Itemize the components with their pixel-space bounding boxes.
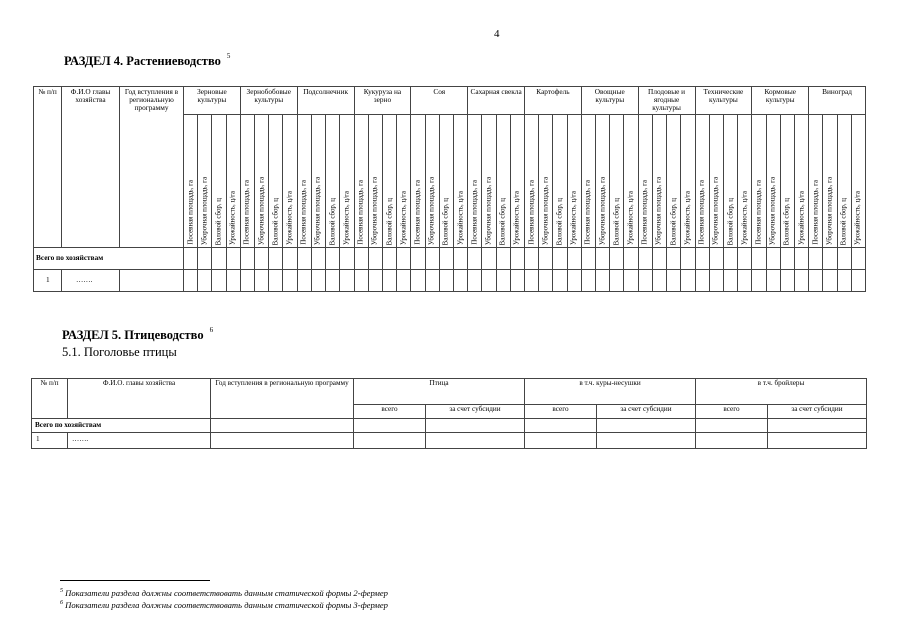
header-sub-label: Уборочная площадь, га bbox=[371, 176, 379, 245]
cell[interactable] bbox=[297, 270, 311, 292]
cell[interactable] bbox=[453, 248, 467, 270]
cell[interactable] bbox=[510, 270, 524, 292]
header-sub bbox=[297, 115, 311, 248]
row-num: 1 bbox=[34, 270, 62, 292]
footnote-separator bbox=[60, 580, 210, 581]
cell[interactable] bbox=[837, 270, 851, 292]
cell[interactable] bbox=[525, 419, 597, 433]
cell[interactable] bbox=[425, 248, 439, 270]
header-sub bbox=[212, 115, 226, 248]
section4-footnote-ref: 5 bbox=[226, 52, 231, 60]
cell[interactable] bbox=[553, 248, 567, 270]
footnote-5-num: 5 bbox=[60, 588, 63, 595]
total-label: Всего по хозяйствам bbox=[34, 248, 184, 270]
cell[interactable] bbox=[597, 433, 696, 449]
cell[interactable] bbox=[439, 248, 453, 270]
header-sub-label: Урожайность, ц/га bbox=[627, 191, 635, 245]
header-sub-label: Урожайность, ц/га bbox=[457, 191, 465, 245]
header-sub bbox=[596, 115, 610, 248]
cell[interactable] bbox=[482, 248, 496, 270]
cell[interactable] bbox=[638, 248, 652, 270]
header-sub bbox=[809, 115, 823, 248]
header-group: Технические культуры bbox=[695, 87, 752, 115]
cell[interactable] bbox=[766, 248, 780, 270]
cell[interactable] bbox=[809, 270, 823, 292]
header-sub bbox=[510, 115, 524, 248]
cell[interactable] bbox=[667, 248, 681, 270]
cell[interactable] bbox=[567, 248, 581, 270]
cell[interactable] bbox=[226, 270, 240, 292]
cell[interactable] bbox=[738, 248, 752, 270]
header-sub bbox=[766, 115, 780, 248]
header-group: Зернобобовые культуры bbox=[240, 87, 297, 115]
cell[interactable] bbox=[368, 248, 382, 270]
cell[interactable] bbox=[453, 270, 467, 292]
cell[interactable] bbox=[468, 248, 482, 270]
cell[interactable] bbox=[382, 270, 396, 292]
row-name: ……. bbox=[68, 433, 211, 449]
header-sub-label: Посевная площадь, га bbox=[641, 180, 649, 245]
cell[interactable] bbox=[752, 270, 766, 292]
cell[interactable] bbox=[269, 270, 283, 292]
header-num: № п/п bbox=[32, 379, 68, 419]
header-sub bbox=[638, 115, 652, 248]
footnote-6 bbox=[60, 600, 388, 610]
cell[interactable] bbox=[581, 270, 595, 292]
cell[interactable] bbox=[681, 248, 695, 270]
header-sub-label: Урожайность, ц/га bbox=[229, 191, 237, 245]
header-sub bbox=[439, 115, 453, 248]
cell[interactable] bbox=[426, 419, 525, 433]
header-sub-label: Посевная площадь, га bbox=[300, 180, 308, 245]
cell[interactable] bbox=[397, 248, 411, 270]
sub-total-layers: всего bbox=[525, 405, 597, 419]
cell[interactable] bbox=[780, 270, 794, 292]
cell[interactable] bbox=[212, 248, 226, 270]
cell[interactable] bbox=[198, 270, 212, 292]
header-group: Соя bbox=[411, 87, 468, 115]
header-sub-label: Валовой сбор, ц bbox=[783, 197, 791, 245]
header-sub bbox=[482, 115, 496, 248]
header-sub-label: Посевная площадь, га bbox=[755, 180, 763, 245]
cell[interactable] bbox=[368, 270, 382, 292]
header-group: Кукуруза на зерно bbox=[354, 87, 411, 115]
header-sub-label: Урожайность, ц/га bbox=[400, 191, 408, 245]
header-sub-label: Уборочная площадь, га bbox=[201, 176, 209, 245]
header-sub-label: Посевная площадь, га bbox=[187, 180, 195, 245]
header-sub bbox=[553, 115, 567, 248]
header-sub bbox=[681, 115, 695, 248]
cell[interactable] bbox=[652, 270, 666, 292]
cell[interactable] bbox=[326, 248, 340, 270]
cell[interactable] bbox=[851, 248, 865, 270]
sub-subsidy-layers: за счет субсидии bbox=[597, 405, 696, 419]
total-label: Всего по хозяйствам bbox=[32, 419, 211, 433]
header-sub-label: Уборочная площадь, га bbox=[542, 176, 550, 245]
header-num: № п/п bbox=[34, 87, 62, 248]
header-sub-label: Уборочная площадь, га bbox=[769, 176, 777, 245]
cell[interactable] bbox=[354, 248, 368, 270]
header-sub bbox=[525, 115, 539, 248]
sub-subsidy-broilers: за счет субсидии bbox=[768, 405, 867, 419]
cell[interactable] bbox=[354, 270, 368, 292]
header-sub-label: Посевная площадь, га bbox=[812, 180, 820, 245]
cell[interactable] bbox=[695, 248, 709, 270]
header-sub bbox=[610, 115, 624, 248]
cell[interactable] bbox=[382, 248, 396, 270]
cell[interactable] bbox=[696, 433, 768, 449]
cell[interactable] bbox=[581, 248, 595, 270]
header-sub bbox=[453, 115, 467, 248]
cell[interactable] bbox=[597, 419, 696, 433]
cell[interactable] bbox=[851, 270, 865, 292]
header-sub-label: Урожайность, ц/га bbox=[286, 191, 294, 245]
cell[interactable] bbox=[794, 270, 808, 292]
footnote-6-num: 6 bbox=[60, 600, 63, 607]
cell[interactable] bbox=[553, 270, 567, 292]
cell[interactable] bbox=[496, 270, 510, 292]
cell[interactable] bbox=[610, 248, 624, 270]
header-sub-label: Посевная площадь, га bbox=[243, 180, 251, 245]
cell[interactable] bbox=[696, 419, 768, 433]
header-sub bbox=[780, 115, 794, 248]
row-num: 1 bbox=[32, 433, 68, 449]
header-sub bbox=[311, 115, 325, 248]
cell[interactable] bbox=[198, 248, 212, 270]
header-sub-label: Валовой сбор, ц bbox=[386, 197, 394, 245]
cell[interactable] bbox=[468, 270, 482, 292]
header-sub-label: Валовой сбор, ц bbox=[442, 197, 450, 245]
header-sub bbox=[354, 115, 368, 248]
cell[interactable] bbox=[652, 248, 666, 270]
header-sub-label: Урожайность, ц/га bbox=[513, 191, 521, 245]
header-sub-label: Посевная площадь, га bbox=[528, 180, 536, 245]
cell[interactable] bbox=[768, 433, 867, 449]
cell[interactable] bbox=[837, 248, 851, 270]
header-group: Плодовые и ягодные культуры bbox=[638, 87, 695, 115]
header-sub bbox=[226, 115, 240, 248]
poultry-table bbox=[31, 378, 867, 449]
cell[interactable] bbox=[709, 270, 723, 292]
header-sub bbox=[340, 115, 354, 248]
cell[interactable] bbox=[439, 270, 453, 292]
header-sub-label: Валовой сбор, ц bbox=[670, 197, 678, 245]
header-group: Сахарная свекла bbox=[468, 87, 525, 115]
header-year: Год вступления в региональную программу bbox=[120, 87, 184, 248]
header-sub bbox=[269, 115, 283, 248]
cell[interactable] bbox=[411, 248, 425, 270]
header-sub bbox=[184, 115, 198, 248]
row-name: ……. bbox=[62, 270, 120, 292]
page-number: 4 bbox=[494, 28, 500, 40]
cell[interactable] bbox=[354, 419, 426, 433]
cell[interactable] bbox=[411, 270, 425, 292]
cell[interactable] bbox=[255, 270, 269, 292]
cell[interactable] bbox=[794, 248, 808, 270]
header-sub-label: Посевная площадь, га bbox=[357, 180, 365, 245]
cell[interactable] bbox=[311, 270, 325, 292]
header-sub bbox=[368, 115, 382, 248]
cell[interactable] bbox=[596, 270, 610, 292]
cell[interactable] bbox=[681, 270, 695, 292]
cell[interactable] bbox=[283, 270, 297, 292]
header-year: Год вступления в региональную программу bbox=[211, 379, 354, 419]
footnote-6-text: Показатели раздела должны соответствовать данным статической формы 3-фермер bbox=[65, 600, 388, 610]
cell[interactable] bbox=[766, 270, 780, 292]
header-sub-label: Уборочная площадь, га bbox=[428, 176, 436, 245]
header-sub-label: Посевная площадь, га bbox=[471, 180, 479, 245]
cell[interactable] bbox=[496, 248, 510, 270]
header-sub bbox=[695, 115, 709, 248]
header-group: Кормовые культуры bbox=[752, 87, 809, 115]
cell[interactable] bbox=[823, 248, 837, 270]
header-sub-label: Урожайность, ц/га bbox=[741, 191, 749, 245]
cell[interactable] bbox=[510, 248, 524, 270]
header-sub bbox=[709, 115, 723, 248]
header-sub-label: Валовой сбор, ц bbox=[840, 197, 848, 245]
header-sub-label: Уборочная площадь, га bbox=[314, 176, 322, 245]
header-group: Картофель bbox=[525, 87, 582, 115]
header-sub-label: Урожайность, ц/га bbox=[798, 191, 806, 245]
cell[interactable] bbox=[240, 270, 254, 292]
cell[interactable] bbox=[340, 248, 354, 270]
header-sub bbox=[723, 115, 737, 248]
header-sub-label: Уборочная площадь, га bbox=[485, 176, 493, 245]
cell[interactable] bbox=[354, 433, 426, 449]
header-sub bbox=[794, 115, 808, 248]
cell[interactable] bbox=[212, 270, 226, 292]
header-group-birds: Птица bbox=[354, 379, 525, 405]
header-sub-label: Урожайность, ц/га bbox=[854, 191, 862, 245]
header-group: Виноград bbox=[809, 87, 866, 115]
footnote-5-text: Показатели раздела должны соответствовать данным статической формы 2-фермер bbox=[65, 588, 388, 598]
header-group: Овощные культуры bbox=[581, 87, 638, 115]
header-sub-label: Уборочная площадь, га bbox=[599, 176, 607, 245]
header-sub-label: Валовой сбор, ц bbox=[727, 197, 734, 245]
header-sub-label: Валовой сбор, ц bbox=[329, 197, 337, 245]
cell[interactable] bbox=[638, 270, 652, 292]
header-sub bbox=[496, 115, 510, 248]
header-sub-label: Посевная площадь, га bbox=[698, 180, 706, 245]
cell[interactable] bbox=[283, 248, 297, 270]
sub-subsidy-birds: за счет субсидии bbox=[426, 405, 525, 419]
header-sub-label: Уборочная площадь, га bbox=[258, 176, 266, 245]
cell[interactable] bbox=[397, 270, 411, 292]
header-group: Подсолнечник bbox=[297, 87, 354, 115]
cell[interactable] bbox=[610, 270, 624, 292]
header-sub bbox=[823, 115, 837, 248]
header-name: Ф.И.О главы хозяйства bbox=[62, 87, 120, 248]
header-sub bbox=[425, 115, 439, 248]
section4-title-text: РАЗДЕЛ 4. Растениеводство bbox=[64, 54, 221, 68]
cell[interactable] bbox=[809, 248, 823, 270]
header-sub bbox=[326, 115, 340, 248]
header-group: Зерновые культуры bbox=[184, 87, 241, 115]
cell[interactable] bbox=[780, 248, 794, 270]
header-sub-label: Урожайность, ц/га bbox=[570, 191, 578, 245]
header-sub-label: Валовой сбор, ц bbox=[556, 197, 564, 245]
header-sub bbox=[752, 115, 766, 248]
header-sub bbox=[851, 115, 865, 248]
header-sub bbox=[255, 115, 269, 248]
header-sub bbox=[837, 115, 851, 248]
header-sub bbox=[411, 115, 425, 248]
cell[interactable] bbox=[624, 270, 638, 292]
cell[interactable] bbox=[823, 270, 837, 292]
header-sub bbox=[468, 115, 482, 248]
cell[interactable] bbox=[723, 248, 737, 270]
section5-title-text: РАЗДЕЛ 5. Птицеводство bbox=[62, 328, 204, 342]
cell[interactable] bbox=[695, 270, 709, 292]
section5-title bbox=[62, 326, 213, 343]
header-sub-label: Валовой сбор, ц bbox=[215, 197, 223, 245]
cell[interactable] bbox=[525, 270, 539, 292]
cell[interactable] bbox=[539, 270, 553, 292]
header-sub-label: Валовой сбор, ц bbox=[499, 197, 507, 245]
cell[interactable] bbox=[667, 270, 681, 292]
cell[interactable] bbox=[211, 419, 354, 433]
cell[interactable] bbox=[624, 248, 638, 270]
cell[interactable] bbox=[340, 270, 354, 292]
cell[interactable] bbox=[120, 270, 184, 292]
header-sub bbox=[397, 115, 411, 248]
header-sub-label: Уборочная площадь, га bbox=[655, 176, 663, 245]
header-sub bbox=[539, 115, 553, 248]
section4-title bbox=[64, 52, 230, 69]
cell[interactable] bbox=[297, 248, 311, 270]
header-sub-label: Посевная площадь, га bbox=[584, 180, 592, 245]
cell[interactable] bbox=[709, 248, 723, 270]
cell[interactable] bbox=[326, 270, 340, 292]
cell[interactable] bbox=[269, 248, 283, 270]
header-sub bbox=[624, 115, 638, 248]
header-sub-label: Валовой сбор, ц bbox=[272, 197, 280, 245]
header-sub bbox=[738, 115, 752, 248]
cell[interactable] bbox=[426, 433, 525, 449]
sub-total-broilers: всего bbox=[696, 405, 768, 419]
header-sub bbox=[283, 115, 297, 248]
cell[interactable] bbox=[425, 270, 439, 292]
header-name: Ф.И.О. главы хозяйства bbox=[68, 379, 211, 419]
cell[interactable] bbox=[184, 270, 198, 292]
cell[interactable] bbox=[738, 270, 752, 292]
crop-production-table bbox=[33, 86, 866, 292]
cell[interactable] bbox=[184, 248, 198, 270]
cell[interactable] bbox=[752, 248, 766, 270]
cell[interactable] bbox=[255, 248, 269, 270]
sub-total-birds: всего bbox=[354, 405, 426, 419]
footnote-5 bbox=[60, 588, 388, 598]
cell[interactable] bbox=[226, 248, 240, 270]
header-sub-label: Посевная площадь, га bbox=[414, 180, 422, 245]
header-sub-label: Валовой сбор, ц bbox=[613, 197, 621, 245]
cell[interactable] bbox=[211, 433, 354, 449]
cell[interactable] bbox=[311, 248, 325, 270]
header-sub bbox=[581, 115, 595, 248]
header-group-broilers: в т.ч. бройлеры bbox=[696, 379, 867, 405]
cell[interactable] bbox=[525, 248, 539, 270]
header-sub bbox=[667, 115, 681, 248]
cell[interactable] bbox=[525, 433, 597, 449]
header-sub-label: Урожайность, ц/га bbox=[684, 191, 692, 245]
header-sub bbox=[382, 115, 396, 248]
header-sub-label: Урожайность, ц/га bbox=[343, 191, 351, 245]
cell[interactable] bbox=[539, 248, 553, 270]
cell[interactable] bbox=[723, 270, 737, 292]
section5-footnote-ref: 6 bbox=[209, 326, 214, 334]
header-group-layers: в т.ч. куры-несушки bbox=[525, 379, 696, 405]
cell[interactable] bbox=[240, 248, 254, 270]
header-sub-label: Уборочная площадь, га bbox=[712, 176, 720, 245]
header-sub bbox=[567, 115, 581, 248]
cell[interactable] bbox=[567, 270, 581, 292]
header-sub bbox=[198, 115, 212, 248]
section51-subtitle: 5.1. Поголовье птицы bbox=[62, 345, 177, 359]
header-sub-label: Уборочная площадь, га bbox=[826, 176, 834, 245]
cell[interactable] bbox=[768, 419, 867, 433]
header-sub bbox=[240, 115, 254, 248]
header-sub bbox=[652, 115, 666, 248]
cell[interactable] bbox=[596, 248, 610, 270]
cell[interactable] bbox=[482, 270, 496, 292]
